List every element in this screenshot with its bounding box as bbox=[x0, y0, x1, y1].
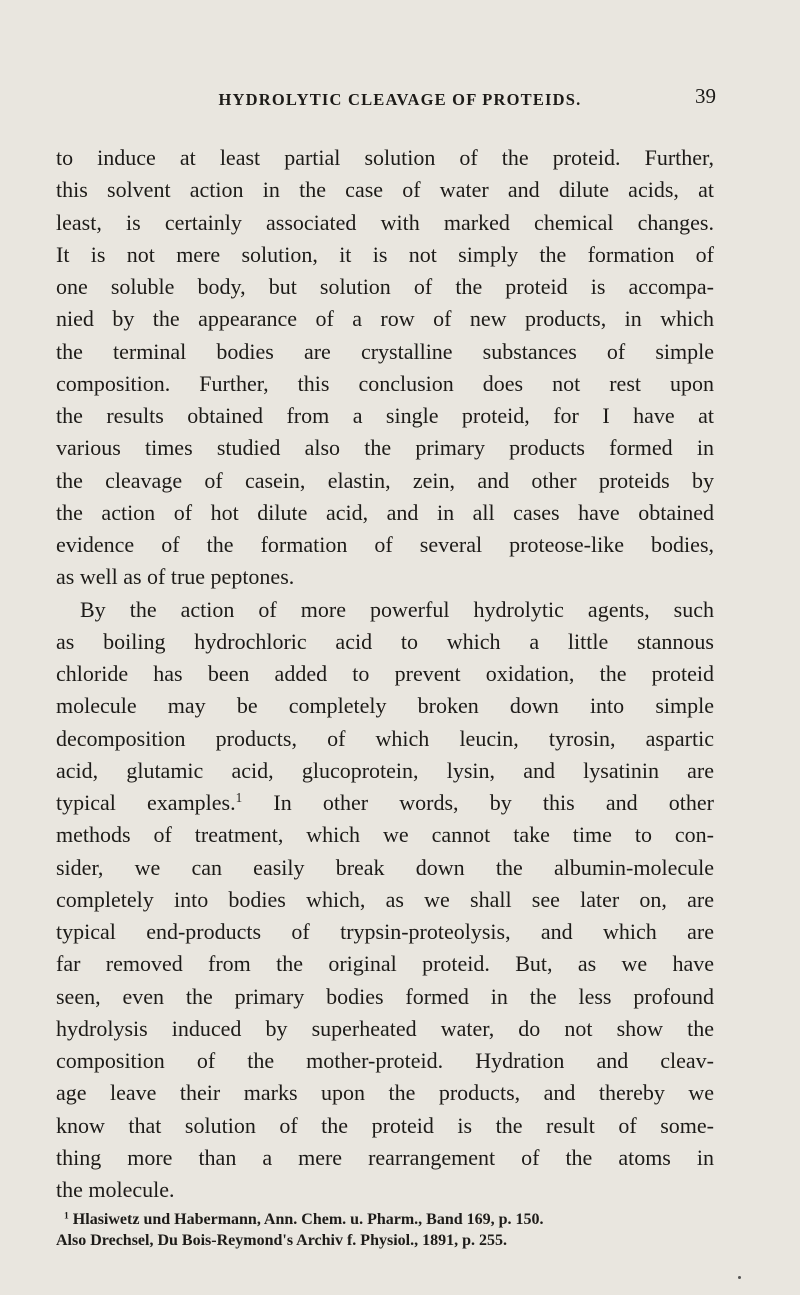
text-line: one soluble body, but solution of the proteid is accompa- bbox=[56, 274, 714, 299]
text-line: know that solution of the proteid is the result of some- bbox=[56, 1112, 714, 1138]
text-line: typical end-products of trypsin-proteolysis, and which are bbox=[56, 919, 714, 944]
text-line: It is not mere solution, it is not simply the formation of bbox=[56, 241, 714, 267]
text-line: evidence of the formation of several proteose-like bodies, bbox=[56, 532, 714, 557]
text-line: hydrolysis induced by superheated water, do not show the bbox=[56, 1015, 714, 1041]
text-line: composition. Further, this conclusion does not rest upon bbox=[56, 370, 714, 396]
text-line: By the action of more powerful hydrolytic agents, such bbox=[80, 596, 714, 622]
text-line: the molecule. bbox=[56, 1177, 175, 1202]
text-line: seen, even the primary bodies formed in the less profound bbox=[56, 983, 714, 1009]
running-head: HYDROLYTIC CLEAVAGE OF PROTEIDS. bbox=[218, 90, 582, 109]
text-line: decomposition products, of which leucin, tyrosin, aspartic bbox=[56, 725, 714, 751]
footnote-reference: 1 bbox=[235, 790, 243, 806]
text-line: as well as of true peptones. bbox=[56, 564, 295, 590]
footnote-text: Hlasiwetz und Habermann, Ann. Chem. u. Pharm., Band 169, p. 150. bbox=[68, 1211, 544, 1228]
print-speck bbox=[738, 1276, 741, 1279]
text-line: various times studied also the primary products formed in bbox=[56, 435, 714, 461]
text-segment: In other words, by this and other bbox=[242, 790, 714, 815]
text-line: methods of treatment, which we cannot take time to con- bbox=[56, 822, 714, 848]
text-line: age leave their marks upon the products, and thereby we bbox=[56, 1080, 714, 1106]
text-line: sider, we can easily break down the albumin-molecule bbox=[56, 854, 714, 880]
text-line: far removed from the original proteid. But, as we have bbox=[56, 951, 714, 977]
text-line: composition of the mother-proteid. Hydration and cleav- bbox=[56, 1048, 714, 1073]
text-line: as boiling hydrochloric acid to which a little stannous bbox=[56, 628, 714, 654]
text-line: nied by the appearance of a row of new products, in which bbox=[56, 306, 714, 332]
text-line: the results obtained from a single proteid, for I have at bbox=[56, 403, 714, 428]
footnote-line bbox=[56, 1210, 714, 1231]
footnote-line: Also Drechsel, Du Bois-Reymond's Archiv f. Physiol., 1891, p. 255. bbox=[56, 1231, 507, 1249]
text-line: chloride has been added to prevent oxidation, the proteid bbox=[56, 661, 714, 686]
text-line: to induce at least partial solution of the proteid. Further, bbox=[56, 145, 714, 170]
text-line: the action of hot dilute acid, and in all cases have obtained bbox=[56, 499, 714, 525]
text-line: molecule may be completely broken down into simple bbox=[56, 693, 714, 719]
text-line: the terminal bodies are crystalline substances of simple bbox=[56, 338, 714, 364]
body-text bbox=[56, 142, 714, 1206]
text-line: completely into bodies which, as we shall see later on, are bbox=[56, 886, 714, 912]
footnote bbox=[56, 1210, 714, 1251]
text-line: acid, glutamic acid, glucoprotein, lysin, and lysatinin are bbox=[56, 757, 714, 783]
text-line: this solvent action in the case of water and dilute acids, at bbox=[56, 177, 714, 203]
text-line: the cleavage of casein, elastin, zein, and other proteids by bbox=[56, 467, 714, 493]
text-segment: typical examples. bbox=[56, 790, 236, 815]
text-line: thing more than a mere rearrangement of the atoms in bbox=[56, 1144, 714, 1170]
footnote-marker: 1 bbox=[64, 1210, 69, 1222]
page-number: 39 bbox=[695, 84, 716, 108]
text-line-with-footnote bbox=[56, 787, 714, 819]
text-line: least, is certainly associated with marked chemical changes. bbox=[56, 209, 714, 235]
